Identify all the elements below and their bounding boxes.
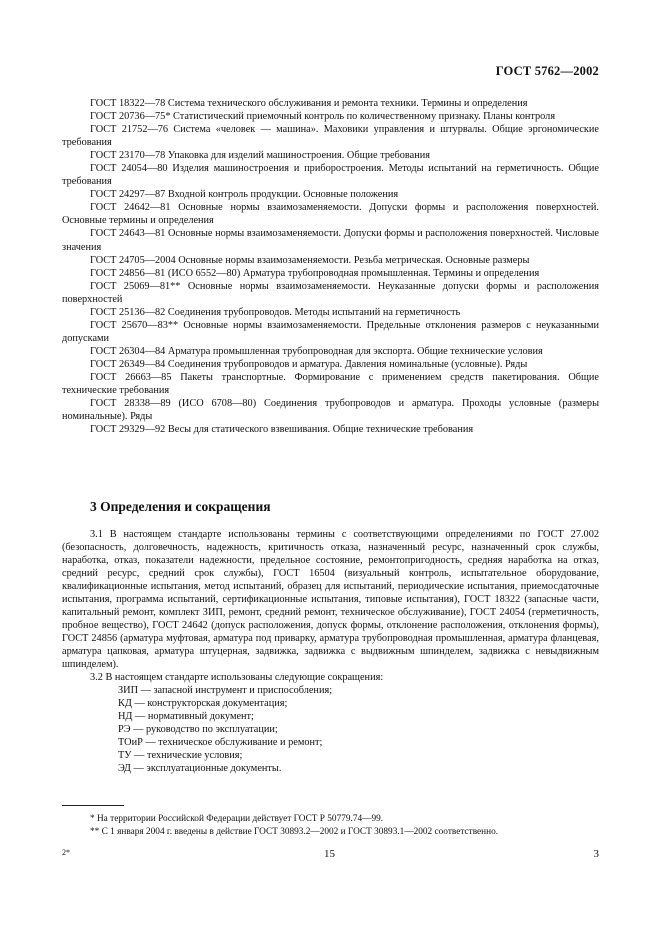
reference-item: ГОСТ 23170—78 Упаковка для изделий машиностроения. Общие требования — [90, 150, 430, 162]
reference-item: ГОСТ 24856—81 (ИСО 6552—80) Арматура трубопроводная промышленная. Термины и определения — [90, 267, 540, 279]
abbreviation-item: ТОиР — техническое обслуживание и ремонт; — [118, 737, 323, 748]
reference-item: ГОСТ 24643—81 Основные нормы взаимозаменяемости. Допуски формы и расположения поверхностей. Числовые значения — [62, 228, 599, 253]
page-number-right: 3 — [593, 848, 599, 860]
footnote-divider — [62, 805, 124, 806]
page-number-center: 15 — [324, 848, 335, 860]
document-header: ГОСТ 5762—2002 — [495, 64, 599, 78]
reference-item: ГОСТ 26663—85 Пакеты транспортные. Формирование с применением средств пакетирования. Общие технические требования — [62, 371, 599, 397]
reference-item: ГОСТ 25136—82 Соединения трубопроводов. Методы испытаний на герметичность — [90, 306, 461, 318]
reference-item: ГОСТ 26304—84 Арматура промышленная трубопроводная для экспорта. Общие технические условия — [90, 345, 543, 357]
abbreviation-item: ЗИП — запасной инструмент и приспособления; — [118, 685, 333, 696]
reference-item: ГОСТ 21752—76 Система «человек — машина». Маховики управления и штурвалы. Общие эргономические требования — [62, 124, 599, 149]
abbreviation-item: НД — нормативный документ; — [118, 711, 254, 722]
reference-item: ГОСТ 18322—78 Система технического обслуживания и ремонта техники. Термины и определения — [90, 98, 528, 109]
footnote: * На территории Российской Федерации действует ГОСТ Р 50779.74—99. — [90, 814, 384, 824]
section-body — [62, 528, 599, 775]
reference-item: ГОСТ 25670—83** Основные нормы взаимозаменяемости. Предельные отклонения размеров с неуказанными допусками — [62, 319, 599, 344]
reference-item: ГОСТ 24642—81 Основные нормы взаимозаменяемости. Допуски формы и расположения поверхностей. Основные термины и определения — [62, 202, 599, 227]
sheet-signature: 2* — [62, 848, 70, 857]
footnote: ** С 1 января 2004 г. введены в действие ГОСТ 30893.2—2002 и ГОСТ 30893.1—2002 соответственно. — [90, 826, 499, 837]
reference-item: ГОСТ 28338—89 (ИСО 6708—80) Соединения трубопроводов и арматура. Проходы условные (размеры номинальные). Ряды — [62, 398, 599, 423]
abbreviation-item: ТУ — технические условия; — [118, 750, 243, 761]
abbreviation-item: КД — конструкторская документация; — [118, 698, 288, 709]
paragraph-3-2: 3.2 В настоящем стандарте использованы следующие сокращения: — [90, 672, 384, 683]
reference-item: ГОСТ 25069—81** Основные нормы взаимозаменяемости. Неуказанные допуски формы и расположения поверхностей — [62, 280, 599, 305]
paragraph-3-1: 3.1 В настоящем стандарте использованы термины с соответствующими определениями по ГОСТ 27.002 (безопасность, долговечность, надежность, критичность отказа, назначенный ресурс, назначенный срок службы, наработка, отказ, показатели надежности, предельное состояние, ремонтопригодность, средняя наработка на отказ, средний ресурс, средний срок службы), ГОСТ 16504 (визуальный контроль, испытательное оборудование, квалификационные испытания, метод испытаний, образец для испытаний, периодические испытания, приемосдаточные испытания, программа испытаний, сертификационные испытания, типовые испытания), ГОСТ 18322 (запасные части, капитальный ремонт, комплект ЗИП, ремонт, средний ремонт, техническое обслуживание), ГОСТ 24054 (герметичность, пробное вещество), ГОСТ 24642 (допуск расположения, допуск формы, отклонение расположения, отклонения формы), ГОСТ 24856 (арматура муфтовая, арматура под приварку, арматура трубопроводная промышленная, арматура фланцевая, арматура цапковая, арматура штуцерная, задвижка, задвижка с выдвижным шпинделем, задвижка с невыдвижным шпинделем). — [62, 529, 599, 670]
reference-item: ГОСТ 29329—92 Весы для статического взвешивания. Общие технические требования — [90, 424, 474, 436]
section-title: 3 Определения и сокращения — [90, 499, 271, 514]
abbreviation-item: РЭ — руководство по эксплуатации; — [118, 724, 278, 735]
reference-item: ГОСТ 24297—87 Входной контроль продукции. Основные положения — [90, 189, 399, 201]
normative-references-list — [62, 97, 599, 436]
abbreviation-item: ЭД — эксплуатационные документы. — [118, 763, 282, 774]
reference-item: ГОСТ 24054—80 Изделия машиностроения и приборостроения. Методы испытаний на герметичность. Общие требования — [62, 163, 599, 188]
reference-item: ГОСТ 20736—75* Статистический приемочный контроль по количественному признаку. Планы контроля — [90, 111, 556, 123]
reference-item: ГОСТ 26349—84 Соединения трубопроводов и арматура. Давления номинальные (условные). Ряды — [90, 358, 528, 370]
footnotes — [90, 813, 610, 838]
reference-item: ГОСТ 24705—2004 Основные нормы взаимозаменяемости. Резьба метрическая. Основные размеры — [90, 254, 530, 266]
